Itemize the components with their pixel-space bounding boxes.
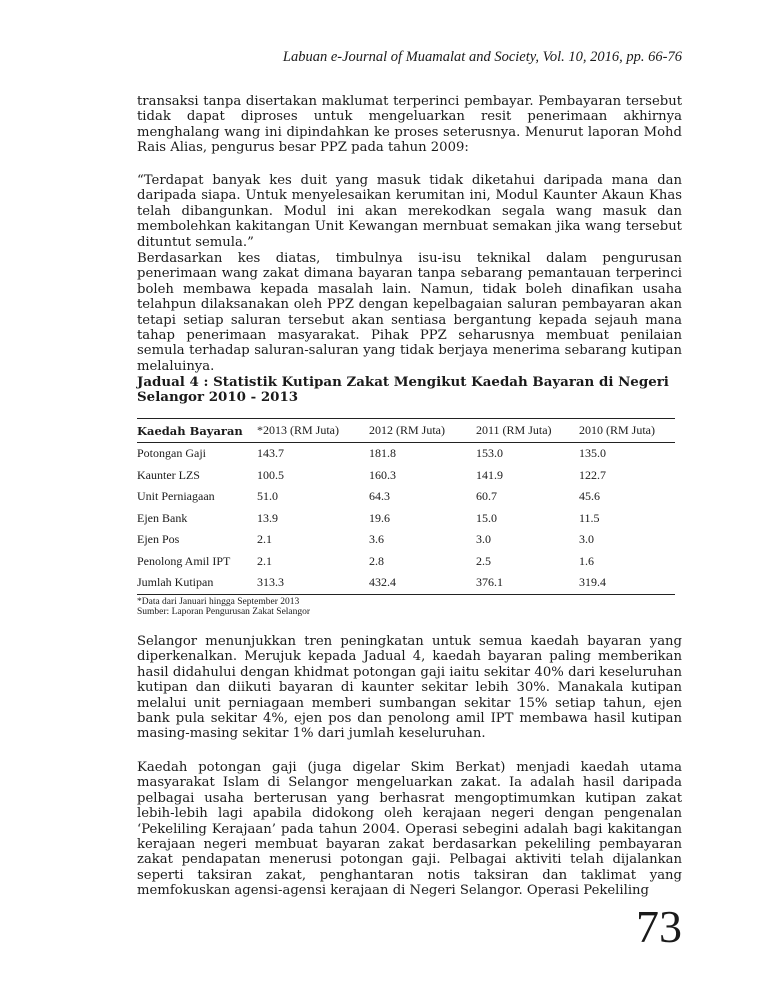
table-cell: 60.7 <box>476 489 497 504</box>
table-total-row <box>137 572 675 594</box>
table-cell: 2.8 <box>369 553 384 568</box>
paragraph-analysis: Berdasarkan kes diatas, timbulnya isu-isu teknikal dalam pengurusan penerimaan wang zakat dimana bayaran tanpa sebarang pemantauan terperinci boleh membawa kepada masalah lain. Namun, tidak boleh dinafikan usaha telahpun dilaksanakan oleh PPZ dengan kepelbagaian saluran pembayaran akan tetapi setiap saluran tersebut akan sentiasa bergantung kepada sejauh mana tahap penerimaan masyarakat. Pihak PPZ seharusnya membuat penilaian semula terhadap saluran-saluran yang tidak berjaya menerima sebarang kutipan melaluinya. <box>137 251 682 374</box>
table-cell: 2.1 <box>257 553 272 568</box>
paragraph-trend: Selangor menunjukkan tren peningkatan untuk semua kaedah bayaran yang diperkenalkan. Merujuk kepada Jadual 4, kaedah bayaran paling memberikan hasil didahului dengan khidmat potongan gaji iaitu sekitar 40% dari keseluruhan kutipan dan diikuti bayaran di kaunter sekitar lebih 30%. Manakala kutipan melalui unit perniagaan memberi sumbangan sekitar 15% setiap tahun, ejen bank pula sekitar 4%, ejen pos dan penolong amil IPT membawa hasil kutipan masing-masing sekitar 1% dari jumlah keseluruhan. <box>137 634 682 742</box>
table-cell: 2.5 <box>476 553 491 568</box>
table-cell: 143.7 <box>257 446 284 461</box>
paragraph-salary-deduction: Kaedah potongan gaji (juga digelar Skim Berkat) menjadi kaedah utama masyarakat Islam di Selangor mengeluarkan zakat. Ia adalah hasil daripada pelbagai usaha berterusan yang berhasrat mengoptimumkan kutipan zakat lebih-lebih lagi apabila didokong oleh kerajaan negeri dengan pengenalan ‘Pekeliling Kerajaan’ pada tahun 2004. Operasi sebegini adalah bagi kakitangan kerajaan negeri membuat bayaran zakat berdasarkan pekeliling pembayaran zakat pendapatan menerusi potongan gaji. Pelbagai aktiviti telah dijalankan seperti taksiran zakat, penghantaran notis taksiran dan taklimat yang memfokuskan agensi-agensi kerajaan di Negeri Selangor. Operasi Pekeliling <box>137 760 682 899</box>
table-cell: 153.0 <box>476 446 503 461</box>
zakat-statistics-table <box>137 418 675 595</box>
table-cell: 64.3 <box>369 489 390 504</box>
paragraph-intro: transaksi tanpa disertakan maklumat terperinci pembayar. Pembayaran tersebut tidak dapat diproses untuk mengeluarkan resit penerimaan akhirnya menghalang wang ini dipindahkan ke proses seterusnya. Menurut laporan Mohd Rais Alias, pengurus besar PPZ pada tahun 2009: <box>137 94 682 156</box>
table-cell: 100.5 <box>257 467 284 482</box>
table-cell: 319.4 <box>579 572 675 594</box>
table-cell: Jumlah Kutipan <box>137 572 257 594</box>
table-cell: Unit Perniagaan <box>137 489 215 504</box>
table-header-cell: *2013 (RM Juta) <box>257 419 369 443</box>
table-header-cell: 2010 (RM Juta) <box>579 419 675 443</box>
table-cell: 11.5 <box>579 510 600 525</box>
table-header-cell: 2011 (RM Juta) <box>476 419 579 443</box>
table-cell: 160.3 <box>369 467 396 482</box>
table-cell: 51.0 <box>257 489 278 504</box>
table-cell: 181.8 <box>369 446 396 461</box>
page-number: 73 <box>636 901 682 952</box>
table-caption: Jadual 4 : Statistik Kutipan Zakat Mengikut Kaedah Bayaran di Negeri Selangor 2010 - 2013 <box>137 374 669 406</box>
table-cell: Penolong Amil IPT <box>137 553 231 568</box>
table-cell: 19.6 <box>369 510 390 525</box>
table-cell: 3.0 <box>476 532 491 547</box>
table-header-cell: 2012 (RM Juta) <box>369 419 476 443</box>
table-source: Sumber: Laporan Pengurusan Zakat Selangor <box>137 607 311 617</box>
table-cell: 13.9 <box>257 510 278 525</box>
table-cell: 376.1 <box>476 572 579 594</box>
table-cell: 15.0 <box>476 510 497 525</box>
quote-paragraph: “Terdapat banyak kes duit yang masuk tidak diketahui daripada mana dan daripada siapa. Untuk menyelesaikan kerumitan ini, Modul Kaunter Akaun Khas telah dibangunkan. Modul ini akan merekodkan segala wang masuk dan membolehkan kakitangan Unit Kewangan mernbuat semakan jika wang tersebut dituntut semula.” <box>137 173 682 250</box>
table-row <box>137 443 675 465</box>
table-row <box>137 529 675 551</box>
table-cell: 135.0 <box>579 446 606 461</box>
table-cell: 141.9 <box>476 467 503 482</box>
table-cell: 122.7 <box>579 467 606 482</box>
table-cell: 3.0 <box>579 532 594 547</box>
table-row <box>137 508 675 530</box>
table-cell: Ejen Bank <box>137 510 188 525</box>
table-footnote: *Data dari Januari hingga September 2013 <box>137 597 300 607</box>
table-cell: 3.6 <box>369 532 384 547</box>
table-cell: 432.4 <box>369 572 476 594</box>
journal-header: Labuan e-Journal of Muamalat and Society, Vol. 10, 2016, pp. 66-76 <box>282 49 682 65</box>
table-row <box>137 465 675 487</box>
table-cell: 45.6 <box>579 489 600 504</box>
table-cell: 1.6 <box>579 553 594 568</box>
table-cell: Potongan Gaji <box>137 446 206 461</box>
table-row <box>137 486 675 508</box>
table-header-cell: Kaedah Bayaran <box>137 419 257 443</box>
table-cell: 2.1 <box>257 532 272 547</box>
table-cell: Kaunter LZS <box>137 467 200 482</box>
table-cell: Ejen Pos <box>137 532 180 547</box>
table-row <box>137 551 675 573</box>
table-header-row <box>137 419 675 443</box>
table-cell: 313.3 <box>257 572 369 594</box>
